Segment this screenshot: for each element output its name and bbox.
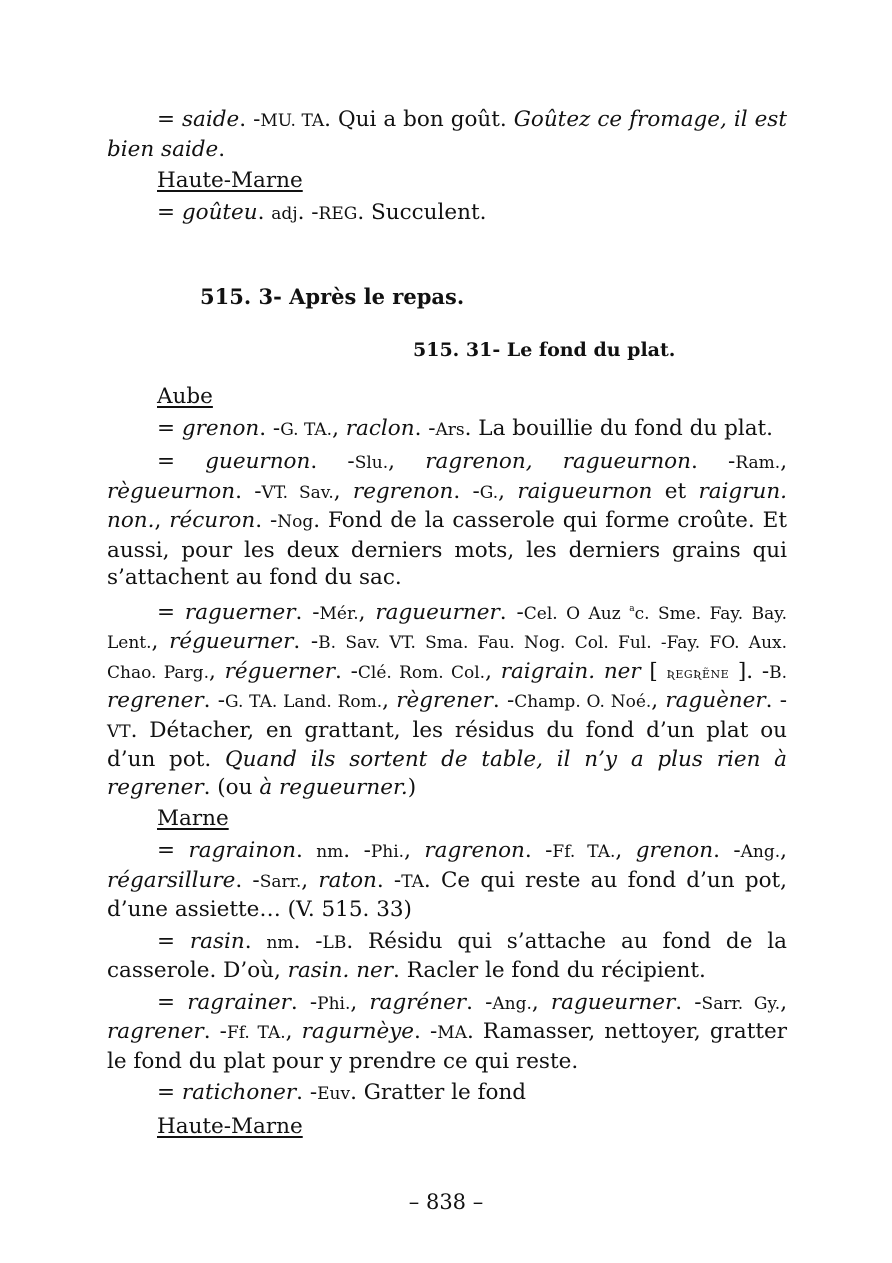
- headword: ragrenon: [424, 838, 525, 864]
- text: . -: [414, 1019, 438, 1045]
- headword: raigrain. ner: [500, 658, 641, 684]
- source-abbrev: LB: [322, 932, 347, 953]
- text: . -: [296, 1080, 318, 1106]
- headword: raton: [318, 867, 377, 893]
- text: . -: [414, 415, 436, 441]
- superscript: a: [629, 603, 635, 614]
- headword: ragréner: [369, 989, 467, 1015]
- text: ): [407, 774, 417, 800]
- text: ,: [485, 658, 501, 684]
- source-abbrev: Sarr.: [259, 871, 302, 892]
- text: .: [218, 136, 226, 162]
- headword: grenon: [635, 838, 714, 864]
- source-abbrev: Ang.: [492, 993, 532, 1014]
- entry-rasin: [107, 928, 787, 985]
- headword: goûteu: [181, 200, 258, 225]
- text: ,: [531, 989, 551, 1015]
- region-heading: Aube: [157, 383, 213, 409]
- source-abbrev: B. Sav. VT. Sma. Fau. Nog. Col. Ful. -Fay. FO. Aux. Chao. Parg.: [107, 633, 788, 683]
- text: ]. -: [729, 658, 770, 684]
- headword: règrener: [396, 688, 493, 714]
- source-abbrev: Phi.: [370, 842, 405, 863]
- text: . -: [453, 478, 480, 504]
- text: . -: [203, 1019, 227, 1045]
- text: . Résidu qui s’attache au fond de la casserole. D’où,: [107, 928, 787, 984]
- source-abbrev: MA: [437, 1023, 467, 1044]
- headword: raclon: [345, 415, 415, 441]
- headword: raguerner: [184, 599, 296, 625]
- text: ,: [333, 478, 353, 504]
- source-abbrev: Phi.: [317, 993, 351, 1014]
- text: =: [157, 200, 182, 225]
- headword: raigueurnon: [517, 478, 653, 504]
- page-body: [107, 106, 787, 1145]
- source-abbrev: Euv: [317, 1084, 351, 1105]
- headword: ragrainer: [187, 989, 291, 1015]
- headword: regrener: [107, 688, 204, 714]
- headword: regrenon: [352, 478, 454, 504]
- text: =: [157, 1080, 182, 1106]
- text: . -: [376, 867, 402, 893]
- headword: ragueurner: [550, 989, 676, 1015]
- text: ,: [350, 989, 370, 1015]
- headword: ratichoner: [181, 1080, 297, 1106]
- headword: régueurner: [169, 629, 294, 655]
- text: .: [295, 838, 317, 864]
- headword: réguerner: [224, 658, 336, 684]
- text: . (ou: [203, 774, 260, 800]
- text: . La bouillie du fond du plat.: [464, 415, 774, 441]
- example: Quand ils sortent de table, il n’y a plus rien à regrener: [107, 747, 787, 800]
- example: à regueurner.: [259, 774, 408, 800]
- entry-grenon: [107, 415, 787, 445]
- phonetic-transcription: ʀegʀẽne: [666, 662, 730, 682]
- headword: gueurnon: [205, 449, 311, 474]
- headword: rasin: [189, 928, 245, 954]
- text: . -: [466, 989, 493, 1015]
- entry-raguerner: [107, 596, 787, 802]
- subsection-heading: 515. 31- Le fond du plat.: [413, 339, 676, 361]
- text: . -: [492, 688, 515, 714]
- source-abbrev: Mér.: [319, 603, 359, 624]
- source-abbrev: G.: [479, 482, 499, 503]
- source-abbrev: G. TA.: [280, 419, 333, 440]
- text: .: [257, 200, 272, 225]
- text: . -: [524, 838, 553, 864]
- text: =: [157, 449, 206, 474]
- text: ,: [651, 688, 666, 714]
- text: ,: [388, 449, 426, 474]
- text: .: [244, 928, 267, 954]
- source-abbrev: Ff. TA.: [226, 1023, 286, 1044]
- headword: ragrener: [107, 1019, 204, 1045]
- text: =: [157, 107, 183, 132]
- source-abbrev: Ars: [435, 419, 465, 440]
- text: ,: [780, 838, 787, 864]
- text: ,: [154, 508, 170, 533]
- text: . -: [255, 508, 278, 533]
- headword: ragueurner: [375, 599, 500, 625]
- headword: régarsillure: [107, 867, 236, 893]
- source-abbrev: VT: [107, 721, 131, 742]
- text: . Ce qui reste au fond d’un pot, d’une assiette… (V. 515. 33): [107, 867, 787, 923]
- text: et: [652, 478, 699, 504]
- text: . -: [239, 107, 261, 132]
- text: . -: [335, 658, 358, 684]
- text: . -: [675, 989, 702, 1015]
- text: . -: [310, 449, 355, 474]
- text: ,: [285, 1019, 302, 1045]
- text: ,: [151, 629, 170, 655]
- headword: récuron: [169, 508, 256, 533]
- source-abbrev: TA: [401, 871, 424, 892]
- text: =: [157, 838, 189, 864]
- text: ,: [404, 838, 425, 864]
- region-heading: Marne: [157, 806, 229, 832]
- source-abbrev: c. Sme. Fay. Bay. Lent.: [107, 603, 788, 654]
- text: . -: [259, 415, 281, 441]
- text: ,: [382, 688, 397, 714]
- text: . -: [290, 989, 318, 1015]
- text: [: [640, 658, 667, 684]
- text: . Fond de la casserole qui forme croûte. Et aussi, pour les deux derniers mots, les derniers grains qui s’attachent au fond du sac.: [107, 508, 788, 590]
- headword: grenon: [181, 415, 260, 441]
- text: ,: [358, 599, 376, 625]
- headword: ragrenon, ragueurnon: [425, 449, 691, 474]
- source-abbrev: Slu.: [354, 453, 389, 473]
- headword: ragurnèye: [301, 1019, 415, 1045]
- text: ,: [780, 449, 788, 474]
- source-abbrev: Clé. Rom. Col.: [357, 662, 486, 683]
- entry-ragrainer: [107, 989, 787, 1076]
- text: . Qui a bon goût.: [324, 107, 514, 132]
- source-abbrev: Nog: [277, 512, 314, 532]
- source-abbrev: Ram.: [735, 453, 781, 473]
- source-abbrev: Sarr. Gy.: [701, 993, 781, 1014]
- source-abbrev: Champ. O. Noé.: [514, 692, 652, 713]
- text: ,: [780, 989, 788, 1015]
- grammar-abbrev: nm: [266, 932, 294, 953]
- text: =: [157, 599, 185, 625]
- text: ,: [301, 867, 319, 893]
- text: . -: [235, 867, 260, 893]
- text: . -: [293, 629, 319, 655]
- page-number: – 838 –: [408, 1190, 484, 1214]
- text: . Détacher, en grattant, les résidus du fond d’un plat ou d’un pot.: [107, 717, 787, 773]
- entry-ratichoner: [107, 1079, 787, 1109]
- section-heading: 515. 3- Après le repas.: [200, 284, 465, 309]
- headword: raguèner: [665, 688, 766, 714]
- entry-ragrainon: [107, 837, 787, 924]
- text: . -: [765, 688, 788, 714]
- text: ,: [208, 658, 225, 684]
- source-abbrev: MU. TA: [260, 111, 325, 131]
- region-heading: Haute-Marne: [157, 168, 303, 193]
- source-abbrev: Ang.: [740, 842, 781, 863]
- text: . -: [293, 928, 323, 954]
- text: . -: [295, 599, 320, 625]
- text: . -: [297, 200, 319, 225]
- text: . Gratter le fond: [350, 1080, 527, 1106]
- text: =: [157, 415, 182, 441]
- text: =: [157, 989, 188, 1015]
- headword: saide: [182, 107, 240, 132]
- text: . Ramasser, nettoyer, gratter le fond du plat pour y prendre ce qui reste.: [107, 1019, 787, 1074]
- text: . -: [713, 838, 741, 864]
- entry-saide: [107, 106, 787, 163]
- text: ,: [615, 838, 636, 864]
- text: . Racler le fond du récipient.: [393, 958, 706, 984]
- text: . -: [203, 688, 225, 714]
- example: Goûtez ce fromage, il est bien saide: [107, 107, 787, 162]
- entry-gueurnon: [107, 448, 787, 592]
- text: ,: [498, 478, 518, 504]
- source-abbrev: REG: [318, 204, 358, 224]
- text: . -: [499, 599, 524, 625]
- headword: règueurnon: [107, 478, 236, 504]
- text: =: [157, 928, 190, 954]
- headword: rasin. ner: [287, 958, 394, 984]
- text: . -: [343, 838, 371, 864]
- region-heading: Haute-Marne: [157, 1113, 303, 1139]
- source-abbrev: VT. Sav.: [261, 482, 334, 503]
- grammar-abbrev: adj: [271, 204, 298, 224]
- source-abbrev: B.: [769, 662, 788, 683]
- headword: raigrun. non.: [107, 478, 787, 533]
- source-abbrev: Ff. TA.: [552, 842, 616, 863]
- entry-gouteu: [107, 199, 787, 229]
- text: . Succulent.: [357, 200, 487, 225]
- text: . -: [690, 449, 736, 474]
- source-abbrev: Cel. O Auz: [523, 603, 630, 624]
- source-abbrev: G. TA. Land. Rom.: [224, 692, 383, 713]
- headword: ragrainon: [188, 838, 296, 864]
- text: ,: [332, 415, 346, 441]
- grammar-abbrev: nm: [316, 842, 344, 863]
- text: . -: [235, 478, 262, 504]
